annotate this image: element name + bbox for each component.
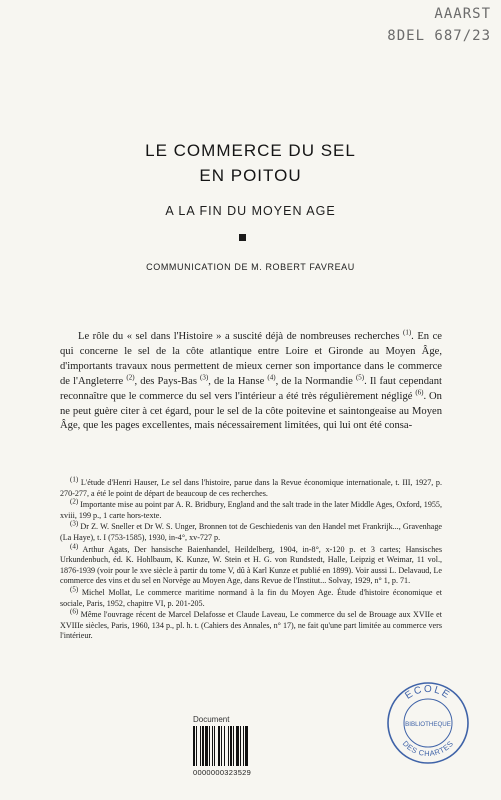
title-line-2: EN POITOU xyxy=(199,166,302,185)
footnote: $^{(5)}$ Michel Mollat, Le commerce maritime normand à la fin du Moyen Age. Étude d'histoire économique et sociale, Paris, 1952, chapitre VI, p. 201-205. xyxy=(60,585,442,608)
title-ornament xyxy=(239,234,246,241)
stamp-bottom-text: DES CHARTES xyxy=(400,738,456,759)
article-title xyxy=(0,138,501,188)
barcode-icon xyxy=(193,726,267,766)
stamp-middle-text: BIBLIOTHEQUE xyxy=(405,721,451,728)
footnote-ref[interactable]: (6) xyxy=(415,388,424,397)
footnote-ref[interactable]: (5) xyxy=(355,373,365,382)
title-line-1: LE COMMERCE DU SEL xyxy=(145,141,356,160)
barcode-number: 0000000323529 xyxy=(193,768,252,777)
footnote-ref[interactable]: (2) xyxy=(126,373,135,382)
footnote-ref[interactable]: (3) xyxy=(200,373,209,382)
footnote: $^{(3)}$ Dr Z. W. Sneller et Dr W. S. Unger, Bronnen tot de Geschiedenis van den Handel met Frankrijk..., Gravenhage (La Haye), t. I (753-1585), 1930, in-4°, xv-727 p. xyxy=(60,519,443,542)
library-stamp-icon xyxy=(385,680,471,766)
stamp-top-text: ECOLE xyxy=(403,683,453,702)
handwritten-shelfmark xyxy=(387,4,491,47)
author-line: COMMUNICATION DE M. ROBERT FAVREAU xyxy=(146,262,355,272)
footnote-ref[interactable]: (1) xyxy=(403,328,412,337)
barcode-label: Document xyxy=(193,715,230,724)
barcode-label-block xyxy=(193,715,267,777)
body-paragraph: Le rôle du « sel dans l'Histoire » a suscité déjà de nombreuses recherches $^{(1)}$. En ce qui concerne le sel de la côte atlantique entre Loire et Gironde au Moyen Âge, d'importants travaux nous permettent de mieux cerner son importance dans le commerce de l'Angleterre $^{(2)}$, des Pays-Bas $^{(3)}$, de la Hanse $^{(4)}$, de la Normandie $^{(5)}$. Il faut cependant reconnaître que le commerce du sel vers l'intérieur a été très régulièrement négligé $^{(6)}$. On ne peut guère citer à cet égard, pour le sel de la côte poitevine et saintongeaise au Moyen Âge, que les pages excellentes, mais nécessairement limitées, qui lui ont été consa- xyxy=(60,328,442,432)
footnote: $^{(1)}$ L'étude d'Henri Hauser, Le sel dans l'histoire, parue dans la Revue économique internationale, t. III, 1927, p. 270-277, a été le point de départ de beaucoup de ces recherches. xyxy=(60,475,443,498)
handwritten-line-2: 8DEL 687/23 xyxy=(387,27,491,44)
footnotes xyxy=(60,475,443,643)
barcode-bar xyxy=(248,726,250,766)
svg-text:DES CHARTES xyxy=(401,739,455,758)
handwritten-line-1: AAARST xyxy=(434,6,491,22)
footnote: $^{(4)}$ Arthur Agats, Der hansische Baienhandel, Heildelberg, 1904, in-8°, x-120 p. et 3 cartes; Hansisches Urkundenbuch, éd. K. Hohlbaum, K. Kunze, W. Stein et H. G. von Rundstedt, Halle, Leipzig et Weimar, 11 vol., 1876-1939 (voir pour le xve siècle à partir du tome V, dû à Karl Kunze et publié en 1899). Voir aussi L. Delavaud, Le commerce des vins et du sel en Norvège au Moyen Age, dans Revue de l'Institut... Solvay, 1929, n° 1, p. 71. xyxy=(60,541,442,586)
article-subtitle: A LA FIN DU MOYEN AGE xyxy=(165,204,336,218)
footnote: $^{(2)}$ Importante mise au point par A. R. Bridbury, England and the salt trade in the later Middle Ages, Oxford, 1955, xviii, 199 p., 1 carte hors-texte. xyxy=(60,497,442,520)
footnote-ref[interactable]: (4) xyxy=(267,373,276,382)
footnote: $^{(6)}$ Même l'ouvrage récent de Marcel Delafosse et Claude Laveau, Le commerce du sel de Brouage aux XVIIe et XVIIIe siècles, Paris, 1960, 134 p., pl. h. t. (Cahiers des Annales, n° 17), ne fait qu'une part limitée au commerce vers l'intérieur. xyxy=(60,607,442,641)
